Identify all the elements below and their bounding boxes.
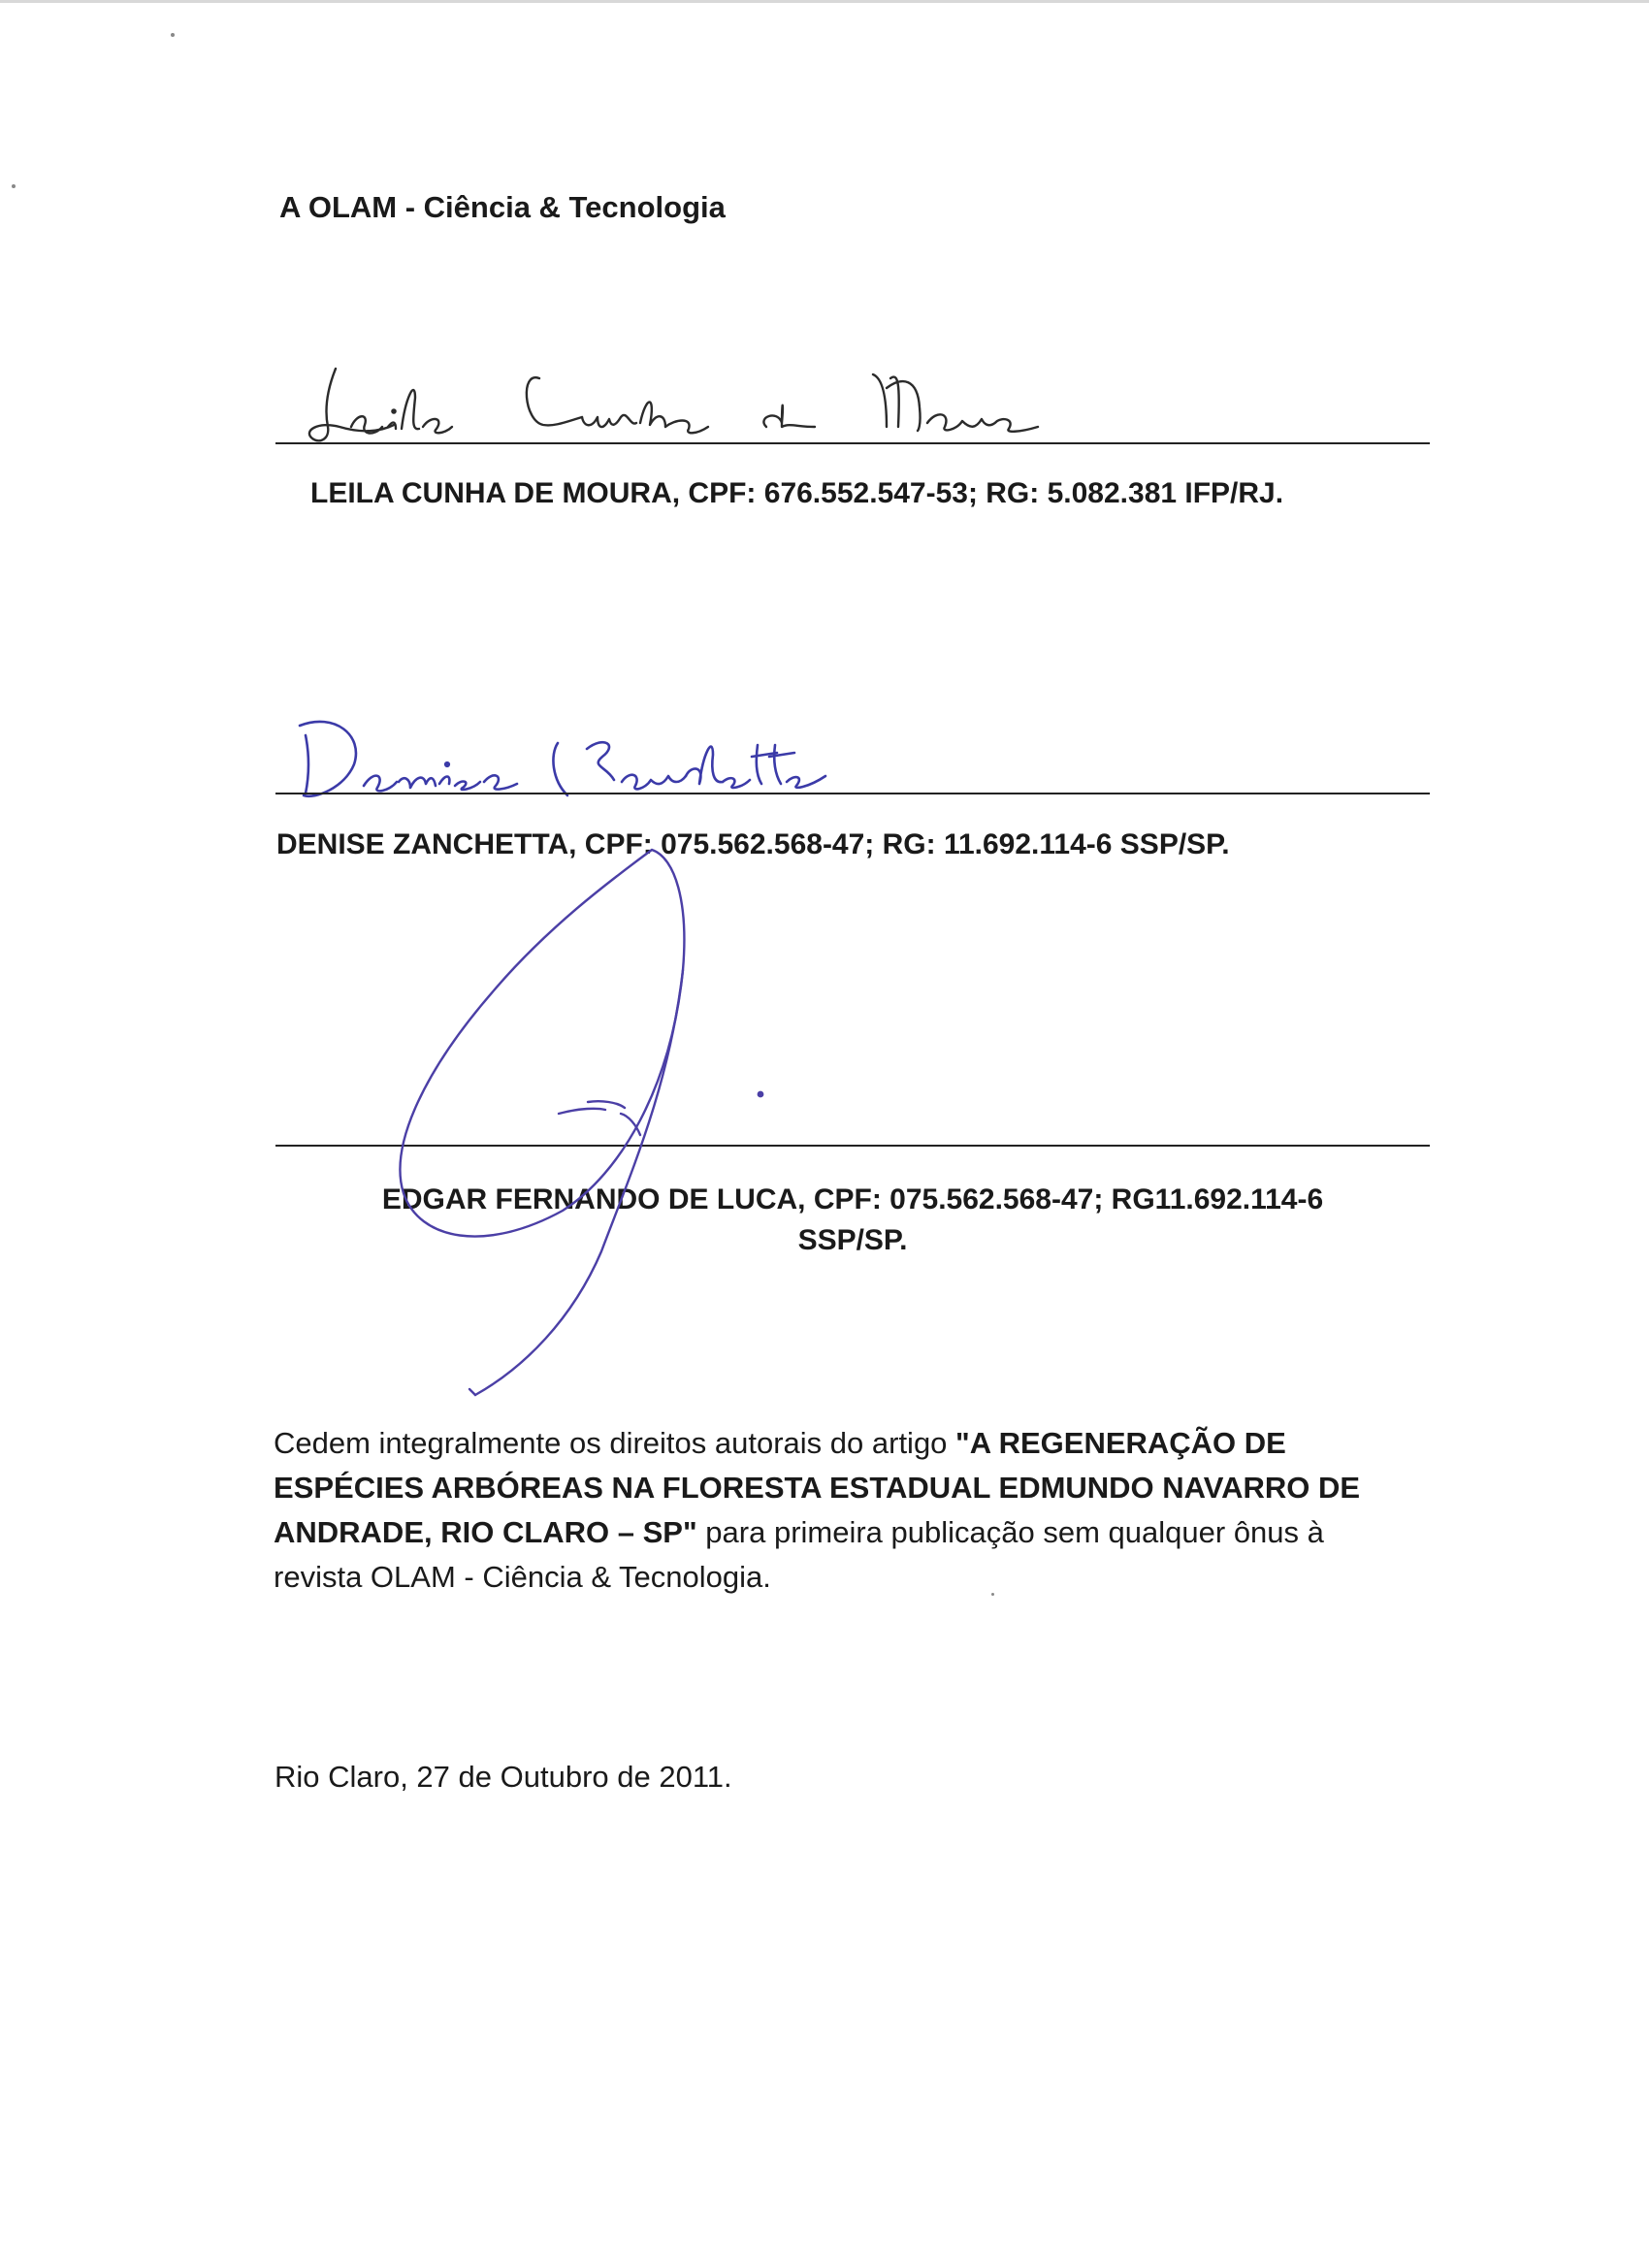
cession-paragraph	[274, 1421, 1418, 1600]
signatory-identification-leila: LEILA CUNHA DE MOURA, CPF: 676.552.547-53; RG: 5.082.381 IFP/RJ.	[310, 477, 1284, 509]
signature-denise	[296, 706, 839, 803]
signatory-identification-edgar-line2: SSP/SP.	[797, 1224, 908, 1256]
scan-top-edge	[0, 0, 1649, 3]
scan-speck	[171, 33, 175, 37]
cession-intro: Cedem integralmente os direitos autorais do artigo	[274, 1426, 956, 1460]
article-title: "A REGENERAÇÃO DE ESPÉCIES ARBÓREAS NA FLORESTA ESTADUAL EDMUNDO NAVARRO DE ANDRADE, RIO CLARO – SP"	[274, 1426, 1361, 1549]
signatory-identification-denise: DENISE ZANCHETTA, CPF: 075.562.568-47; RG: 11.692.114-6 SSP/SP.	[276, 828, 1230, 860]
signature-line-denise	[275, 793, 1430, 794]
signatory-identification-edgar-line1: EDGAR FERNANDO DE LUCA, CPF: 075.562.568-47; RG11.692.114-6	[381, 1183, 1324, 1215]
place-date: Rio Claro, 27 de Outubro de 2011.	[275, 1760, 732, 1794]
scan-speck	[12, 184, 16, 188]
recipient-heading: A OLAM - Ciência & Tecnologia	[279, 190, 726, 224]
signature-line-leila	[275, 442, 1430, 444]
signature-leila	[301, 349, 1057, 456]
signature-edgar	[369, 834, 795, 1407]
cession-outro: para primeira publicação sem qualquer ônus à revista OLAM - Ciência & Tecnologia.	[274, 1515, 1324, 1594]
